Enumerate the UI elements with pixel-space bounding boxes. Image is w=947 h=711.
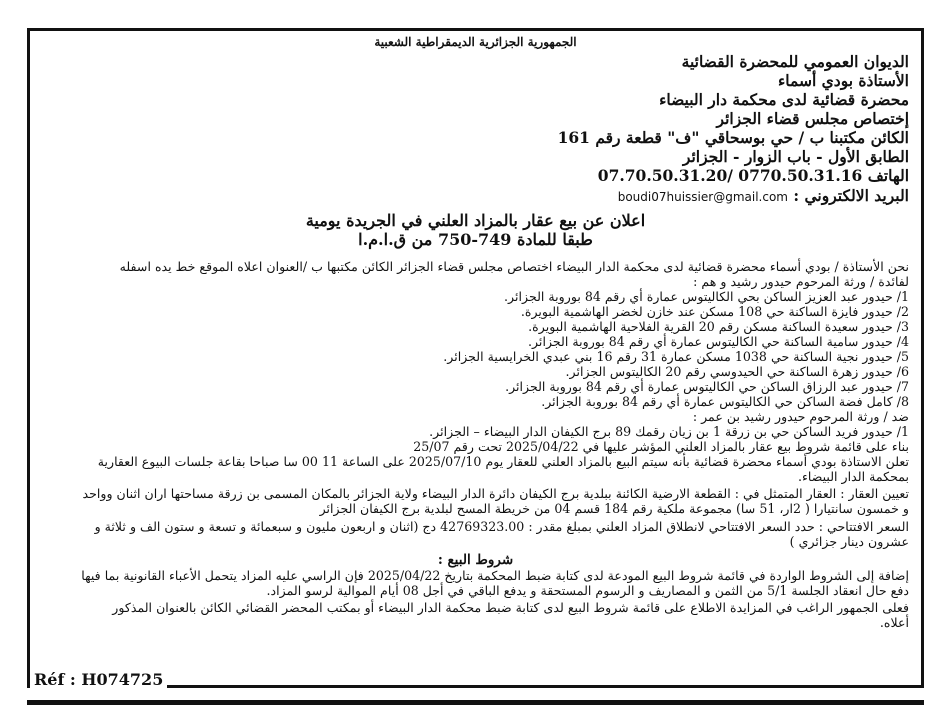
body-line: تعلن الاستاذة بودي أسماء محضرة قضائية بأنه سيتم البيع بالمزاد العلني للعقار يوم 2025/07/10 على الساعة 11 00 سا صباحا بقاعة جلسات البيوع العقارية bbox=[97, 454, 909, 469]
email-value: boudi07huissier@gmail.com bbox=[617, 190, 788, 204]
body-line: 6/ حيدور زهرة الساكنة حي الحيدوسي رقم 20 الكاليتوس الجزائر. bbox=[565, 364, 909, 379]
email-label: البريد الالكتروني : bbox=[793, 186, 909, 205]
body-line: 1/ حيدور فريد الساكن حي بن زرقة 1 بن زيان رقمك 89 برج الكيفان الدار البيضاء – الجزائر. bbox=[429, 424, 909, 439]
conditions-title: شروط البيع : bbox=[437, 552, 514, 568]
office-address: الكائن مكتبنا ب / حي بوسحاقي "ف" قطعة رقم 161 bbox=[557, 128, 909, 147]
bailiff-name: الأستاذة بودي أسماء bbox=[778, 71, 909, 90]
body-line: 5/ حيدور نجية الساكنة حي 1038 مسكن عمارة 31 رقم 16 بني عبدي الخرايسية الجزائر. bbox=[443, 349, 909, 364]
body-line: نحن الأستاذة / بودي أسماء محضرة قضائية لدى محكمة الدار البيضاء اختصاص مجلس قضاء الجزائر الكائن مكتبها ب /العنوان اعلاه الموقع خط يده اسفله bbox=[119, 259, 909, 274]
office-floor: الطابق الأول - باب الزوار - الجزائر bbox=[682, 147, 909, 166]
jurisdiction: إختصاص مجلس قضاء الجزائر bbox=[716, 109, 909, 128]
body-line: ضد / ورثة المرحوم حيدور رشيد بن عمر : bbox=[692, 409, 909, 424]
conditions-line: دفع حال انعقاد الجلسة 5/1 من الثمن و المصاريف و الرسوم المستحقة و يدفع الباقي في أجل 08 أيام الموالية لرسو المزاد. bbox=[266, 583, 909, 598]
body-line: 7/ حيدور عبد الرزاق الساكن حي الكاليتوس عمارة أي رقم 84 بوروبة الجزائر. bbox=[505, 379, 909, 394]
notice-legal-basis: طبقا للمادة 749-750 من ق.ا.م.ا bbox=[358, 230, 593, 249]
body-line: 2/ حيدور فايزة الساكنة حي 108 مسكن عند خازن لخضر الهاشمية البويرة. bbox=[520, 304, 909, 319]
body-line: بمحكمة الدار البيضاء. bbox=[797, 469, 909, 484]
email-line bbox=[618, 187, 909, 206]
body-line: بناء على قائمة شروط بيع عقار بالمزاد العلني المؤشر عليها في 2025/04/22 تحت رقم 25/07 bbox=[413, 439, 909, 454]
notice-frame bbox=[27, 28, 924, 688]
bailiff-court: محضرة قضائية لدى محكمة دار البيضاء bbox=[659, 90, 909, 109]
body-line: تعيين العقار : العقار المتمثل في : القطعة الارضية الكائنة ببلدية برج الكيفان دائرة الدار البيضاء ولاية الجزائر بالمكان المسمى بن زرقة مساحتها اران اثنان وواحد bbox=[82, 486, 909, 501]
body-line: 8/ كامل فضة الساكن حي الكاليتوس عمارة أي رقم 84 بوروبة الجزائر. bbox=[541, 394, 909, 409]
conditions-line: فعلى الجمهور الراغب في المزايدة الاطلاع على قائمة شروط البيع لدى كتابة ضبط محكمة الدار البيضاء أو بمكتب المحضر القضائي الكائن بالعنوان المذكور bbox=[112, 600, 909, 615]
body-line: و خمسون سانتيارا ( 2ار، 51 سا) مجموعة ملكية رقم 184 قسم 04 من خريطة المسح لبلدية برج الكيفان الجزائر bbox=[319, 501, 909, 516]
body-line: عشرون دينار جزائري ) bbox=[789, 534, 909, 549]
body-line: السعر الافتتاحي : حدد السعر الافتتاحي لانطلاق المزاد العلني بمبلغ مقدر : 42769323.00 دج (اثنان و اربعون مليون و سبعمائة و تسعة و ستون الف و ثلاثة و bbox=[94, 519, 909, 534]
bottom-rule bbox=[27, 700, 924, 705]
body-line: 1/ حيدور عبد العزيز الساكن بحي الكاليتوس عمارة أي رقم 84 بوروبة الجزائر. bbox=[504, 289, 909, 304]
reference-number: Réf : H074725 bbox=[30, 670, 167, 689]
office-name: الديوان العمومي للمحضرة القضائية bbox=[681, 52, 909, 71]
body-line: لفائدة / ورثة المرحوم حيدور رشيد و هم : bbox=[693, 274, 909, 289]
republic-heading: الجمهورية الجزائرية الديمقراطية الشعبية bbox=[374, 35, 577, 49]
conditions-line: إضافة إلى الشروط الواردة في قائمة شروط البيع المودعة لدى كتابة ضبط المحكمة بتاريخ 2025/04/22 فإن الراسي عليه المزاد يتحمل الأعباء القانونية بما فيها bbox=[81, 568, 909, 583]
office-phone: الهاتف 0770.50.31.16 /07.70.50.31.20 bbox=[597, 166, 909, 185]
body-line: 3/ حيدور سعيدة الساكنة مسكن رقم 20 القرية الفلاحية الهاشمية البويرة. bbox=[528, 319, 909, 334]
body-line: 4/ حيدور سامية الساكنة حي الكاليتوس عمارة أي رقم 84 بوروبة الجزائر. bbox=[527, 334, 909, 349]
notice-title: اعلان عن بيع عقار بالمزاد العلني في الجريدة يومية bbox=[305, 211, 646, 230]
conditions-line: أعلاه. bbox=[879, 615, 909, 630]
